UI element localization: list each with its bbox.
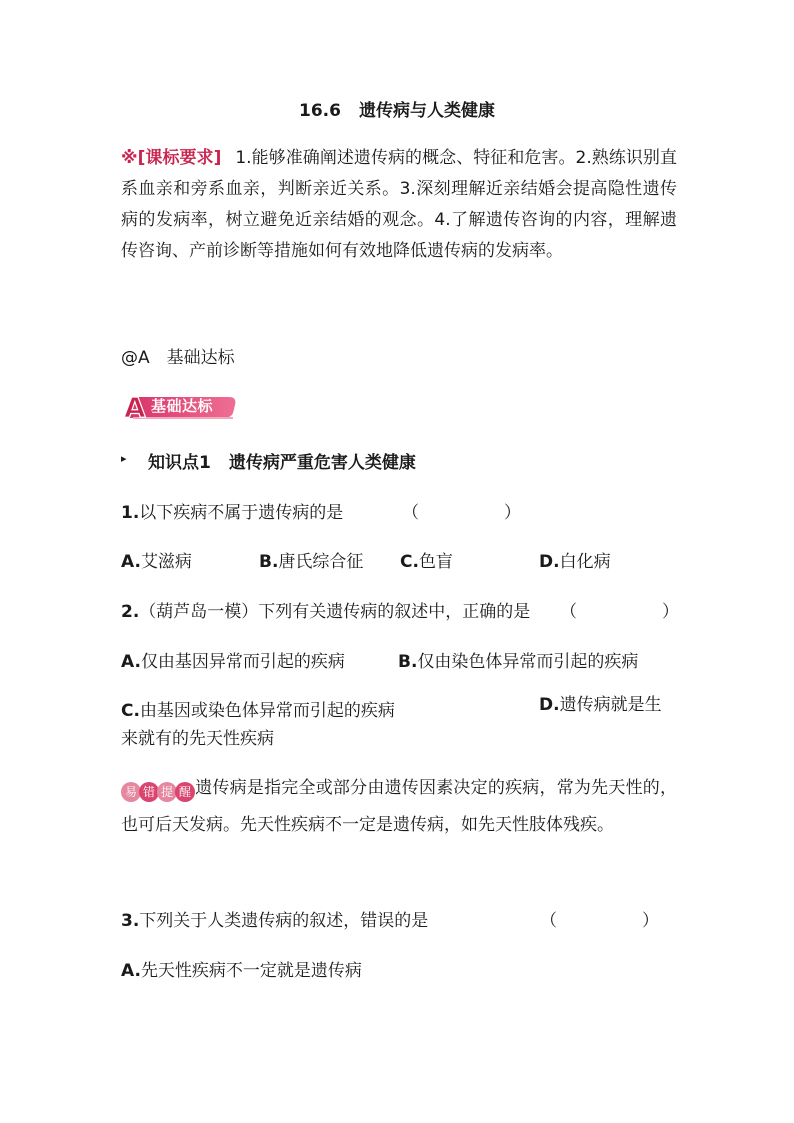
answer-blank[interactable]: （ ） [540,911,659,931]
option-a[interactable]: A.艾滋病 [121,552,192,572]
option-d-block[interactable]: D.遗传病就是生来就有的先天性疾病 [121,695,662,749]
section-heading: @A 基础达标 [121,348,235,368]
knowledge-point-heading [148,448,416,473]
question-1 [121,498,343,523]
question-number: 1. [121,503,140,523]
common-mistake-tip [121,771,677,842]
option-b[interactable]: B.唐氏综合征 [259,552,364,572]
question-stem: 以下疾病不属于遗传病的是 [139,503,344,523]
question-number: 3. [121,911,140,931]
option-c[interactable]: C.色盲 [400,552,453,572]
tip-text: 遗传病是指完全或部分由遗传因素决定的疾病，常为先天性的，也可后天发病。先天性疾病不一定是遗传病，如先天性肢体残疾。 [121,778,677,835]
section-title: 遗传病与人类健康 [358,101,495,121]
requirements-label: ※[课标要求] [121,148,222,168]
knowledge-point-number: 知识点1 [148,453,211,473]
bullet-arrow-icon: ▸ [121,452,127,465]
question-stem: 下列关于人类遗传病的叙述，错误的是 [139,911,429,931]
page-title [0,96,794,121]
requirements-text: 1.能够准确阐述遗传病的概念、特征和危害。2.熟练识别直系血亲和旁系血亲，判断亲近关系。3.深刻理解近亲结婚会提高隐性遗传病的发病率，树立避免近亲结婚的观念。4.了解遗传咨询的内容，理解遗传咨询、产前诊断等措施如何有效地降低遗传病的发病率。 [121,148,677,261]
question-3 [121,906,428,931]
question-2 [121,597,530,622]
option-b[interactable]: B.仅由染色体异常而引起的疾病 [398,652,639,672]
option-a[interactable]: A.先天性疾病不一定就是遗传病 [121,961,362,981]
basic-standard-badge [121,392,239,420]
badge-text: 基础达标 [151,397,214,415]
question-number: 2. [121,602,140,622]
knowledge-point-title: 遗传病严重危害人类健康 [228,453,416,473]
option-d[interactable]: D.白化病 [539,552,611,572]
option-d: D. [539,695,560,715]
question-stem: （葫芦岛一模）下列有关遗传病的叙述中，正确的是 [139,602,531,622]
option-c[interactable]: C.由基因或染色体异常而引起的疾病 [121,701,395,721]
mistake-tip-icon: 易 错 提 醒 [121,774,193,808]
badge-letter: A [124,392,146,420]
answer-blank[interactable]: （ ） [560,602,679,622]
answer-blank[interactable]: （ ） [402,503,521,523]
curriculum-requirements [121,143,677,267]
section-number: 16.6 [299,101,341,121]
option-a[interactable]: A.仅由基因异常而引起的疾病 [121,652,345,672]
